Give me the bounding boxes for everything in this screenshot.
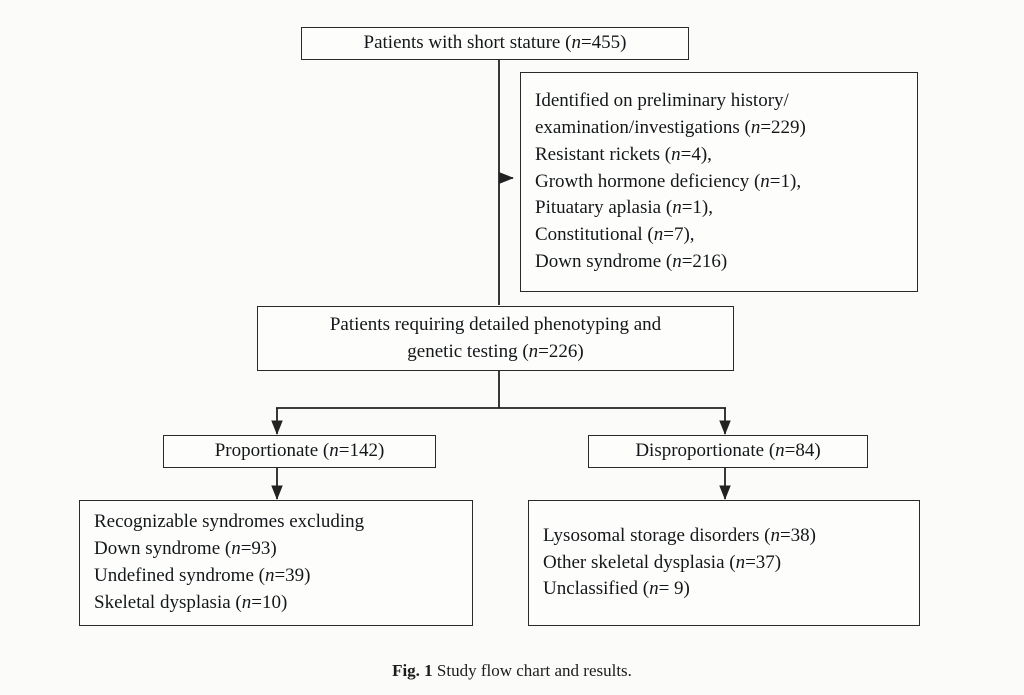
node-identified xyxy=(520,72,918,292)
node-detailed-phenotyping xyxy=(257,306,734,371)
node-identified-line-4: Pituatary aplasia (n=1), xyxy=(535,197,713,219)
figure-caption xyxy=(0,661,1024,681)
node-identified-line-1: examination/investigations (n=229) xyxy=(535,116,806,138)
node-proportionate xyxy=(163,435,436,468)
node-disproportionate-results-line-2: Unclassified (n= 9) xyxy=(543,578,690,600)
node-proportionate-results-line-1: Down syndrome (n=93) xyxy=(94,538,277,560)
node-disproportionate xyxy=(588,435,868,468)
node-root-line-0: Patients with short stature (n=455) xyxy=(363,32,627,54)
node-proportionate-line-0: Proportionate (n=142) xyxy=(214,440,385,462)
node-detailed-line-1: genetic testing (n=226) xyxy=(407,340,584,362)
node-root xyxy=(301,27,689,60)
node-identified-line-3: Growth hormone deficiency (n=1), xyxy=(535,170,802,192)
figure-caption-text: Study flow chart and results. xyxy=(436,661,632,680)
node-proportionate-results-line-2: Undefined syndrome (n=39) xyxy=(94,565,311,586)
figure-caption-label: Fig. 1 xyxy=(392,661,433,680)
node-identified-line-6: Down syndrome (n=216) xyxy=(535,251,728,273)
node-detailed-line-0: Patients requiring detailed phenotyping and xyxy=(329,313,662,335)
node-identified-line-5: Constitutional (n=7), xyxy=(535,224,695,246)
node-identified-line-2: Resistant rickets (n=4), xyxy=(535,143,712,165)
node-proportionate-results-line-3: Skeletal dysplasia (n=10) xyxy=(94,591,288,613)
node-disproportionate-results-line-0: Lysosomal storage disorders (n=38) xyxy=(543,524,816,546)
node-disproportionate-results-line-1: Other skeletal dysplasia (n=37) xyxy=(543,551,782,573)
node-disproportionate-results xyxy=(528,500,920,626)
node-proportionate-results xyxy=(79,500,473,626)
node-disproportionate-line-0: Disproportionate (n=84) xyxy=(635,440,821,462)
node-proportionate-results-line-0: Recognizable syndromes excluding xyxy=(94,511,365,533)
node-identified-line-0: Identified on preliminary history/ xyxy=(535,89,789,111)
